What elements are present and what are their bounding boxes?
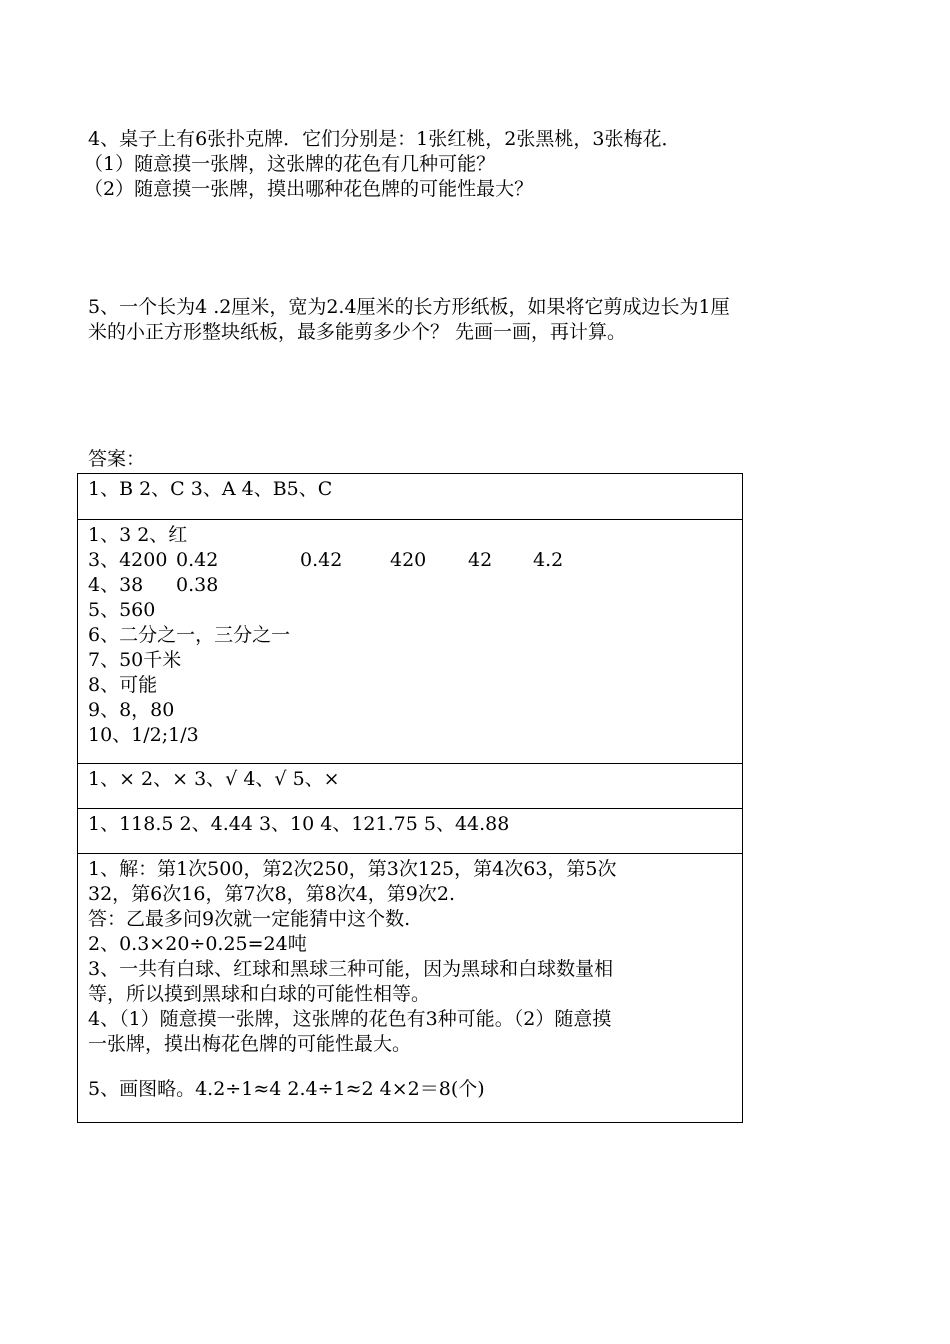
solve-5: 5、画图略。4.2÷1≈4 2.4÷1≈2 4×2＝8(个) (88, 1078, 485, 1100)
answer-section-5 (78, 854, 743, 1123)
fill-4-a: 4、38 (88, 574, 144, 596)
answer-cell-3 (78, 764, 743, 809)
fill-answer-8: 8、可能 (88, 674, 158, 696)
fill-3-b: 0.42 (176, 549, 219, 571)
fill-answer-6: 6、二分之一，三分之一 (88, 624, 291, 646)
fill-answer-1-2: 1、3 2、红 (88, 524, 188, 546)
q4-stem: 4、桌子上有6张扑克牌．它们分别是：1张红桃，2张黑桃，3张梅花． (88, 128, 681, 150)
solve-4-line2: 一张牌，摸出梅花色牌的可能性最大。 (88, 1033, 412, 1055)
q5-line1: 5、一个长为4 .2厘米，宽为2.4厘米的长方形纸板，如果将它剪成边长为1厘 (88, 296, 730, 318)
fill-3-d: 420 (390, 549, 427, 571)
solve-1-line2: 32，第6次16，第7次8，第8次4，第9次2. (88, 883, 456, 905)
fill-answer-5: 5、560 (88, 599, 156, 621)
fill-answer-9: 9、8，80 (88, 699, 175, 721)
q4-sub2: （2）随意摸一张牌，摸出哪种花色牌的可能性最大？ (84, 178, 534, 200)
answer-choice-line: 1、B 2、C 3、A 4、B5、C (88, 478, 333, 500)
answer-section-4 (78, 809, 743, 854)
solve-4-line1: 4、（1）随意摸一张牌，这张牌的花色有3种可能。（2）随意摸 (88, 1008, 612, 1030)
solve-1-line3: 答：乙最多问9次就一定能猜中这个数. (88, 908, 411, 930)
solve-1-line1: 1、解：第1次500，第2次250，第3次125，第4次63，第5次 (88, 858, 617, 880)
answer-cell-4 (78, 809, 743, 854)
answer-cell-2 (78, 520, 743, 764)
judge-answer-line: 1、× 2、× 3、√ 4、√ 5、× (88, 768, 340, 790)
fill-3-e: 42 (468, 549, 493, 571)
fill-answer-4 (88, 573, 734, 598)
fill-answer-10: 10、1/2;1/3 (88, 724, 199, 746)
fill-answer-7: 7、50千米 (88, 649, 182, 671)
solve-3-line2: 等，所以摸到黑球和白球的可能性相等。 (88, 983, 431, 1005)
solve-3-line1: 3、一共有白球、红球和黑球三种可能，因为黑球和白球数量相 (88, 958, 614, 980)
fill-3-a: 3、4200 (88, 549, 168, 571)
answer-section-2 (78, 520, 743, 764)
answer-cell-1 (78, 474, 743, 520)
answers-heading: 答案： (88, 448, 146, 470)
fill-answer-3 (88, 548, 734, 573)
answer-cell-5 (78, 854, 743, 1123)
solve-2: 2、0.3×20÷0.25=24吨 (88, 933, 307, 955)
answer-section-1 (78, 474, 743, 520)
calc-answer-line: 1、118.5 2、4.44 3、10 4、121.75 5、44.88 (88, 813, 510, 835)
fill-4-b: 0.38 (176, 574, 219, 596)
answer-table (77, 473, 743, 1123)
q5-line2: 米的小正方形整块纸板，最多能剪多少个？ 先画一画，再计算。 (88, 321, 627, 343)
answer-section-3 (78, 764, 743, 809)
fill-3-c: 0.42 (300, 549, 343, 571)
q4-sub1: （1）随意摸一张牌，这张牌的花色有几种可能？ (84, 153, 496, 175)
blank-line (88, 1057, 734, 1077)
fill-3-f: 4.2 (533, 549, 564, 571)
